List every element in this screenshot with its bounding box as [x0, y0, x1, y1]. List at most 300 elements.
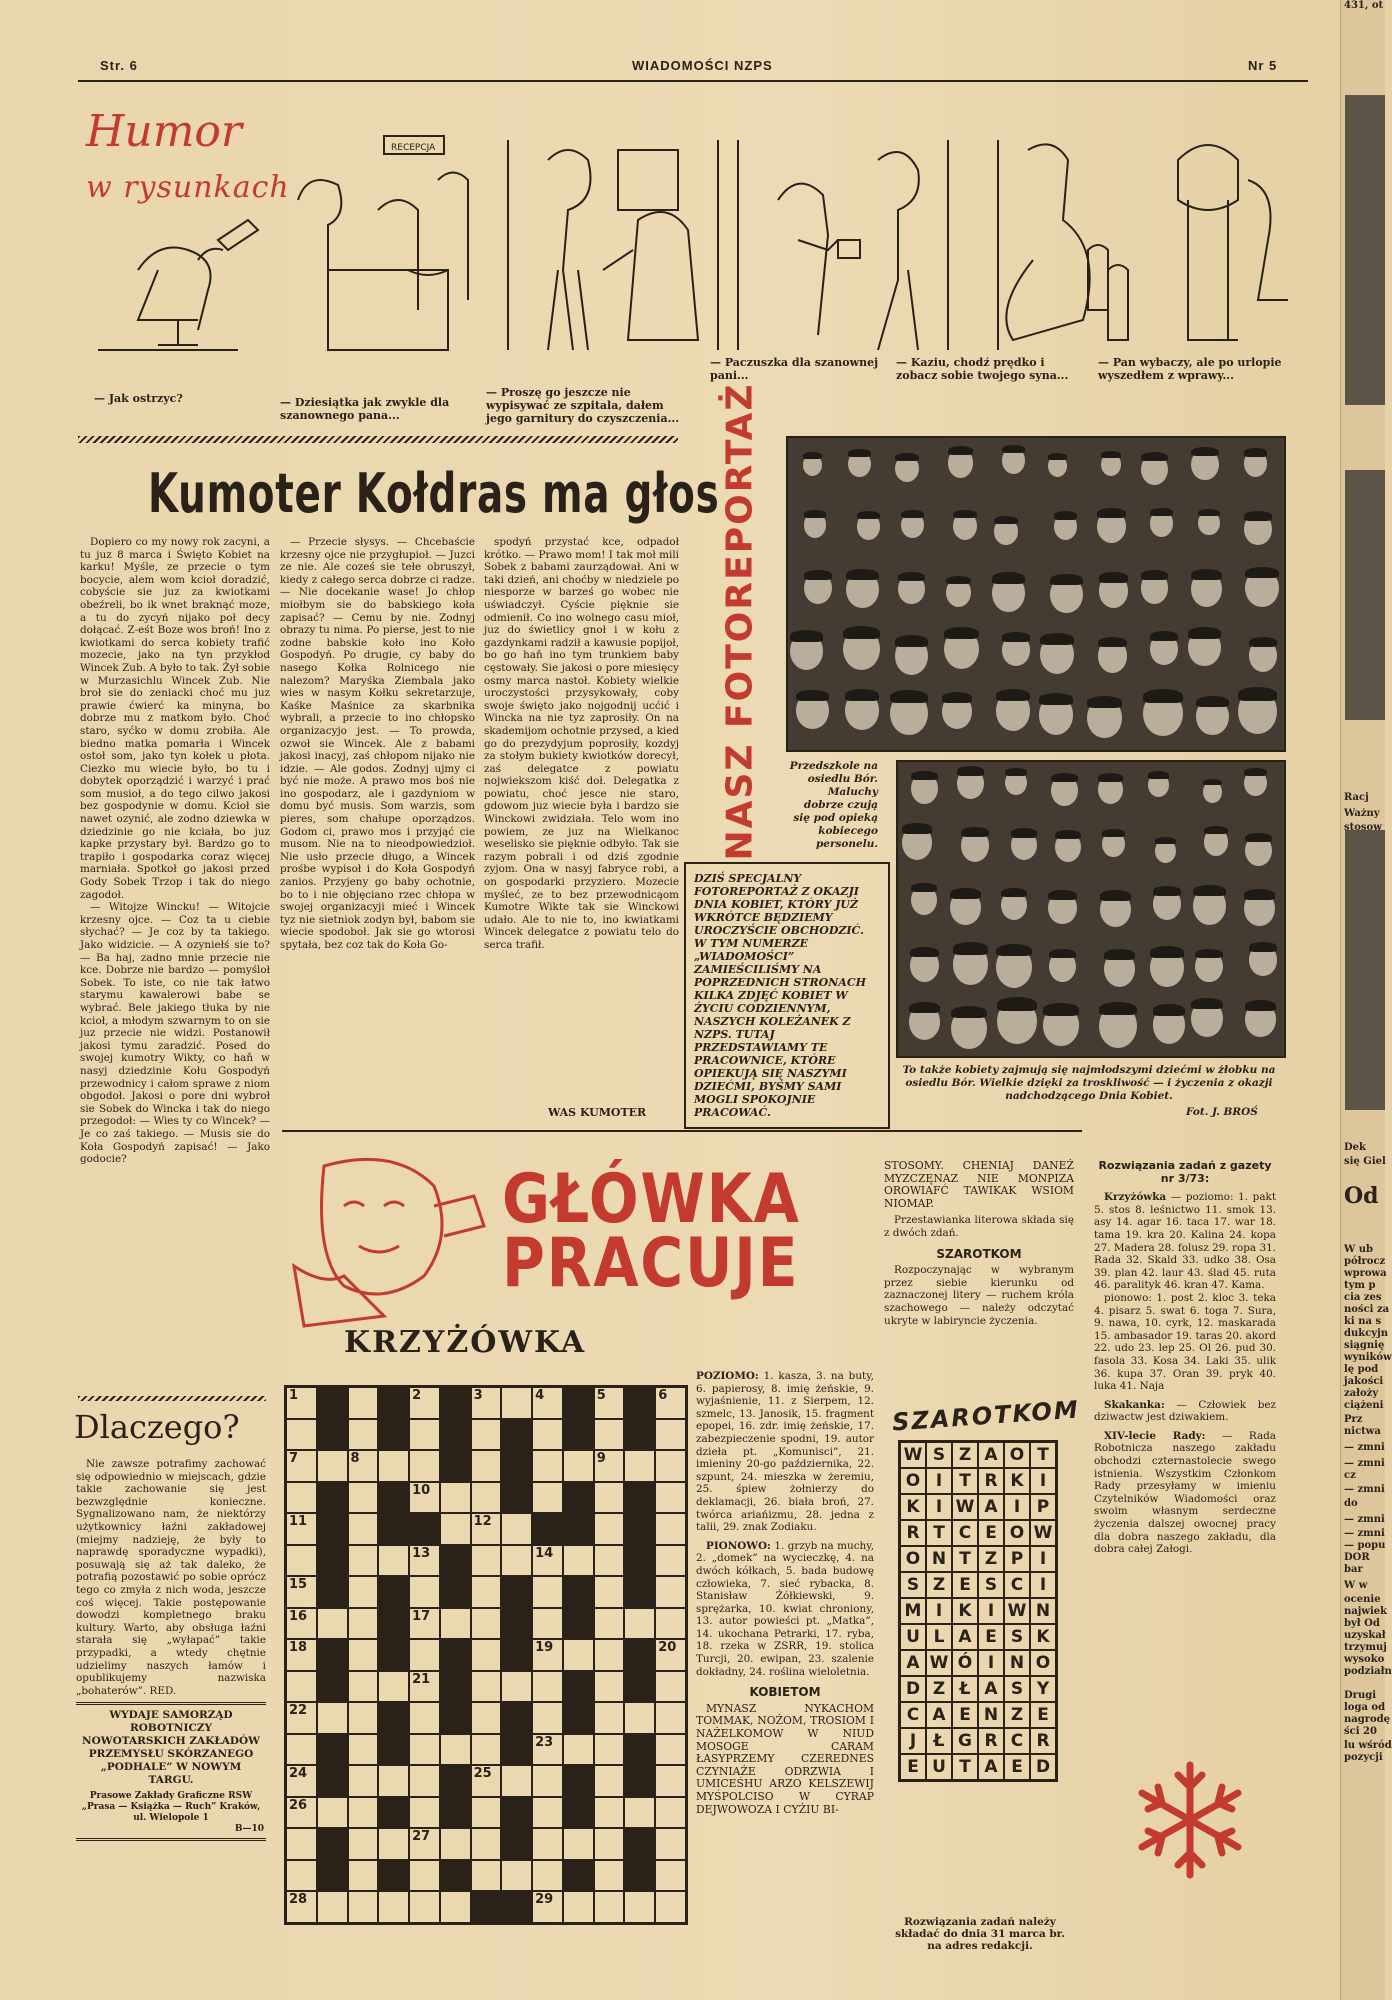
- crossword-cell[interactable]: [594, 1828, 625, 1860]
- photo-figure-hair: [1193, 885, 1226, 896]
- letter-cell[interactable]: T: [952, 1468, 978, 1494]
- crossword-cell[interactable]: [594, 1482, 625, 1514]
- crossword-cell[interactable]: [286, 1545, 317, 1577]
- crossword-cell[interactable]: [409, 1576, 440, 1608]
- crossword-cell[interactable]: [624, 1891, 655, 1923]
- crossword-cell[interactable]: [501, 1765, 532, 1797]
- crossword-cell[interactable]: [286, 1608, 317, 1640]
- crossword-cell[interactable]: [471, 1702, 502, 1734]
- crossword-cell[interactable]: [624, 1450, 655, 1482]
- crossword-cell[interactable]: [286, 1576, 317, 1608]
- photo-figure-hair: [1051, 773, 1078, 782]
- crossword-cell[interactable]: [348, 1671, 379, 1703]
- crossword-cell[interactable]: [563, 1891, 594, 1923]
- humor-title: Humor: [86, 106, 242, 157]
- crossword-cell[interactable]: [286, 1702, 317, 1734]
- photo-figure-hair: [951, 1006, 987, 1019]
- letter-cell[interactable]: A: [978, 1442, 1004, 1468]
- crossword-cell[interactable]: [655, 1828, 686, 1860]
- crossword-cell[interactable]: [471, 1482, 502, 1514]
- crossword-cell[interactable]: [348, 1639, 379, 1671]
- crossword-block: [563, 1419, 594, 1451]
- letter-cell[interactable]: T: [952, 1754, 978, 1780]
- letter-cell[interactable]: A: [978, 1676, 1004, 1702]
- letter-cell[interactable]: K: [952, 1598, 978, 1624]
- crossword-cell[interactable]: [286, 1891, 317, 1923]
- letter-cell[interactable]: U: [926, 1754, 952, 1780]
- crossword-cell[interactable]: [409, 1639, 440, 1671]
- crossword-number: 1: [289, 1388, 299, 1403]
- crossword-block: [532, 1513, 563, 1545]
- crossword-cell[interactable]: [440, 1513, 471, 1545]
- crossword-cell[interactable]: [440, 1891, 471, 1923]
- crossword-number: 5: [596, 1388, 606, 1403]
- crossword-cell[interactable]: [286, 1860, 317, 1892]
- crossword-cell[interactable]: [532, 1482, 563, 1514]
- crossword-cell[interactable]: [655, 1891, 686, 1923]
- crossword-cell[interactable]: [286, 1419, 317, 1451]
- crossword-cell[interactable]: [409, 1671, 440, 1703]
- crossword-cell[interactable]: [594, 1545, 625, 1577]
- crossword-cell[interactable]: [409, 1419, 440, 1451]
- photo-figure-hair: [1204, 826, 1228, 835]
- crossword-cell[interactable]: [348, 1860, 379, 1892]
- crossword-cell[interactable]: [286, 1513, 317, 1545]
- crossword-cell[interactable]: [563, 1545, 594, 1577]
- photo-figure-hair: [1049, 949, 1076, 958]
- letter-cell[interactable]: I: [926, 1598, 952, 1624]
- crossword-cell[interactable]: [471, 1671, 502, 1703]
- photo-figure-hair: [845, 689, 879, 701]
- photo-figure-hair: [953, 942, 988, 954]
- crossword-cell[interactable]: [532, 1797, 563, 1829]
- crossword-cell[interactable]: [471, 1419, 502, 1451]
- letter-cell[interactable]: A: [926, 1702, 952, 1728]
- crossword-cell[interactable]: [286, 1734, 317, 1766]
- crossword-cell[interactable]: [655, 1545, 686, 1577]
- crossword-cell[interactable]: [532, 1450, 563, 1482]
- photo-figure-hair: [1150, 946, 1184, 958]
- letter-cell[interactable]: N: [978, 1702, 1004, 1728]
- crossword-cell[interactable]: [409, 1702, 440, 1734]
- crossword-cell[interactable]: [594, 1671, 625, 1703]
- letter-cell[interactable]: A: [978, 1494, 1004, 1520]
- crossword-cell[interactable]: [594, 1419, 625, 1451]
- crossword-cell[interactable]: [348, 1387, 379, 1419]
- letter-cell[interactable]: K: [1004, 1468, 1030, 1494]
- crossword-cell[interactable]: [563, 1450, 594, 1482]
- photo-figure-hair: [1141, 452, 1169, 462]
- letter-cell[interactable]: Z: [926, 1676, 952, 1702]
- letter-cell[interactable]: Y: [1030, 1676, 1056, 1702]
- photo-figure-hair: [1249, 942, 1277, 952]
- crossword-cell[interactable]: [286, 1639, 317, 1671]
- crossword-cell[interactable]: [378, 1545, 409, 1577]
- crossword-cell[interactable]: [471, 1860, 502, 1892]
- crossword-cell[interactable]: [532, 1891, 563, 1923]
- crossword-cell[interactable]: [594, 1702, 625, 1734]
- adjacent-text-fragment: się Giel: [1344, 1156, 1386, 1167]
- crossword-cell[interactable]: [655, 1797, 686, 1829]
- pionowo-label: PIONOWO:: [706, 1539, 771, 1552]
- crossword-cell[interactable]: [348, 1765, 379, 1797]
- letter-cell[interactable]: S: [1004, 1676, 1030, 1702]
- crossword-cell[interactable]: [655, 1513, 686, 1545]
- letter-cell[interactable]: L: [926, 1624, 952, 1650]
- crossword-cell[interactable]: [409, 1482, 440, 1514]
- crossword-cell[interactable]: [471, 1797, 502, 1829]
- crossword-cell[interactable]: [471, 1608, 502, 1640]
- crossword-cell[interactable]: [624, 1702, 655, 1734]
- letter-cell[interactable]: Z: [952, 1442, 978, 1468]
- crossword-cell[interactable]: [348, 1576, 379, 1608]
- crossword-block: [563, 1797, 594, 1829]
- crossword-cell[interactable]: [655, 1608, 686, 1640]
- letter-cell[interactable]: S: [1004, 1624, 1030, 1650]
- letter-cell[interactable]: E: [900, 1754, 926, 1780]
- letter-cell[interactable]: R: [978, 1468, 1004, 1494]
- crossword-block: [501, 1482, 532, 1514]
- photo-figure-hair: [1150, 508, 1173, 516]
- letter-cell[interactable]: D: [900, 1676, 926, 1702]
- crossword-cell[interactable]: [501, 1387, 532, 1419]
- crossword-cell[interactable]: [409, 1387, 440, 1419]
- crossword-cell[interactable]: [409, 1734, 440, 1766]
- crossword-cell[interactable]: [409, 1797, 440, 1829]
- crossword-cell[interactable]: [594, 1734, 625, 1766]
- crossword-cell[interactable]: [348, 1797, 379, 1829]
- crossword-cell[interactable]: [532, 1702, 563, 1734]
- letter-cell[interactable]: E: [952, 1572, 978, 1598]
- cartoon-hospital: [508, 140, 718, 350]
- masthead-title: WIADOMOŚCI NZPS: [632, 58, 773, 73]
- crossword-number: 19: [535, 1640, 554, 1656]
- photo-figure-hair: [1244, 768, 1267, 776]
- crossword-cell[interactable]: [471, 1545, 502, 1577]
- photo-figure-hair: [1196, 696, 1229, 707]
- crossword-cell[interactable]: [286, 1450, 317, 1482]
- crossword-cell[interactable]: [501, 1545, 532, 1577]
- letter-cell[interactable]: W: [1004, 1598, 1030, 1624]
- crossword-cell[interactable]: [594, 1608, 625, 1640]
- crossword-cell[interactable]: [655, 1450, 686, 1482]
- crossword-cell[interactable]: [594, 1860, 625, 1892]
- letter-cell[interactable]: Z: [926, 1572, 952, 1598]
- crossword-cell[interactable]: [286, 1482, 317, 1514]
- letter-cell[interactable]: C: [900, 1702, 926, 1728]
- crossword-number: 9: [596, 1451, 606, 1467]
- crossword-cell[interactable]: [532, 1608, 563, 1640]
- crossword-cell[interactable]: [532, 1765, 563, 1797]
- letter-cell[interactable]: R: [900, 1520, 926, 1546]
- letter-cell[interactable]: T: [926, 1520, 952, 1546]
- crossword-cell[interactable]: [348, 1545, 379, 1577]
- crossword-cell[interactable]: [655, 1576, 686, 1608]
- letter-cell[interactable]: I: [1030, 1546, 1056, 1572]
- crossword-cell[interactable]: [409, 1765, 440, 1797]
- letter-cell[interactable]: W: [1030, 1520, 1056, 1546]
- letter-cell[interactable]: W: [900, 1442, 926, 1468]
- crossword-number: 2: [412, 1388, 422, 1403]
- crossword-cell[interactable]: [348, 1419, 379, 1451]
- crossword-cell[interactable]: [286, 1797, 317, 1829]
- adjacent-text-fragment: Dek: [1344, 1142, 1366, 1153]
- crossword-cell[interactable]: [471, 1828, 502, 1860]
- crossword-cell[interactable]: [532, 1419, 563, 1451]
- crossword-cell[interactable]: [532, 1734, 563, 1766]
- crossword-cell[interactable]: [655, 1671, 686, 1703]
- letter-cell[interactable]: T: [1030, 1442, 1056, 1468]
- letter-cell[interactable]: N: [1030, 1598, 1056, 1624]
- crossword-cell[interactable]: [594, 1576, 625, 1608]
- caption-dentist: — Pan wybaczy, ale po urlopie wyszedłem z wprawy...: [1098, 356, 1282, 382]
- crossword-cell[interactable]: [624, 1608, 655, 1640]
- crossword-block: [317, 1419, 348, 1451]
- kobietom-heading: KOBIETOM: [749, 1685, 821, 1700]
- solutions-poziomo: — poziomo: 1. pakt 5. stos 8. leśnictwo 11. smok 13. asy 14. agar 16. taca 17. war 18. tama 19. kra 20. Kalina 24. kopa 27. Madera 28. folusz 29. ropa 31. Rada 32. Skald 33. udko 38. Osa 39. plan 42. laur 43. ślad 45. ruta 46. paralityk 46. kran 47. Kama.: [1094, 1191, 1276, 1292]
- crossword-cell[interactable]: [471, 1513, 502, 1545]
- crossword-cell[interactable]: [501, 1671, 532, 1703]
- photo-figure-hair: [942, 692, 972, 703]
- photo-figure-hair: [1188, 627, 1220, 638]
- solutions-skakanka: — Człowiek bez dziwactw jest dziwakiem.: [1094, 1398, 1276, 1424]
- crossword-cell[interactable]: [655, 1860, 686, 1892]
- letter-cell[interactable]: K: [900, 1494, 926, 1520]
- szarotkom-grid[interactable]: [898, 1440, 1058, 1782]
- letter-cell[interactable]: E: [978, 1624, 1004, 1650]
- letter-cell[interactable]: E: [978, 1520, 1004, 1546]
- letter-cell[interactable]: W: [952, 1494, 978, 1520]
- adjacent-text-fragment: dukcyjn: [1344, 1328, 1388, 1339]
- crossword-block: [563, 1576, 594, 1608]
- crossword-cell[interactable]: [286, 1387, 317, 1419]
- crossword-block: [563, 1387, 594, 1419]
- crossword-cell[interactable]: [471, 1734, 502, 1766]
- letter-cell[interactable]: O: [1030, 1650, 1056, 1676]
- crossword-cell[interactable]: [317, 1891, 348, 1923]
- humor-subtitle: w rysunkach: [86, 170, 290, 205]
- letter-cell[interactable]: N: [926, 1546, 952, 1572]
- adjacent-text-fragment: lę pod: [1344, 1364, 1379, 1375]
- crossword-cell[interactable]: [532, 1576, 563, 1608]
- crossword-cell[interactable]: [286, 1828, 317, 1860]
- crossword-cell[interactable]: [624, 1797, 655, 1829]
- letter-cell[interactable]: I: [926, 1468, 952, 1494]
- crossword-cell[interactable]: [471, 1387, 502, 1419]
- photo-figure-hair: [1048, 890, 1076, 900]
- crossword-cell[interactable]: [532, 1545, 563, 1577]
- crossword-cell[interactable]: [655, 1734, 686, 1766]
- crossword-cell[interactable]: [317, 1608, 348, 1640]
- fotoreportaz-box: DZIŚ SPECJALNY FOTOREPORTAŻ Z OKAZJI DNIA KOBIET, KTÓRY JUŻ WKRÓTCE BĘDZIEMY UROCZYŚCIE OBCHODZIĆ. W TYM NUMERZE „WIADOMOŚCI” ZAMIEŚCILIŚMY NA POPRZEDNICH STRONACH KILKA ZDJĘĆ KOBIET W ŻYCIU CODZIENNYM, NASZYCH KOLEŻANEK Z NZPS. TUTAJ PRZEDSTAWIAMY TE PRACOWNICE, KTÓRE OPIEKUJĄ SIĘ NASZYMI DZIEĆMI, BYŚMY SAMI MOGLI SPOKOJNIE PRACOWAĆ.: [684, 862, 890, 1129]
- fotoreportaz-label: NASZ FOTOREPORTAŻ: [719, 382, 761, 861]
- crossword-block: [440, 1576, 471, 1608]
- crossword-block: [378, 1482, 409, 1514]
- letter-cell[interactable]: I: [926, 1494, 952, 1520]
- crossword-cell[interactable]: [440, 1608, 471, 1640]
- letter-cell[interactable]: S: [900, 1572, 926, 1598]
- photo-figure-hair: [1244, 511, 1271, 521]
- crossword-cell[interactable]: [532, 1387, 563, 1419]
- letter-cell[interactable]: M: [900, 1598, 926, 1624]
- letter-cell[interactable]: O: [900, 1468, 926, 1494]
- letter-cell[interactable]: S: [926, 1442, 952, 1468]
- letter-cell[interactable]: G: [952, 1728, 978, 1754]
- crossword-block: [317, 1765, 348, 1797]
- letter-cell[interactable]: E: [1004, 1754, 1030, 1780]
- letter-cell[interactable]: P: [1030, 1494, 1056, 1520]
- crossword-block: [624, 1419, 655, 1451]
- crossword-cell[interactable]: [317, 1450, 348, 1482]
- letter-cell[interactable]: P: [1004, 1546, 1030, 1572]
- crossword-cell[interactable]: [655, 1765, 686, 1797]
- letter-cell[interactable]: I: [1030, 1572, 1056, 1598]
- adjacent-text-fragment: DOR: [1344, 1552, 1370, 1563]
- snowflake-icon: [1130, 1755, 1250, 1885]
- crossword-cell[interactable]: [501, 1513, 532, 1545]
- crossword-cell[interactable]: [409, 1545, 440, 1577]
- crossword-cell[interactable]: [471, 1765, 502, 1797]
- letter-cell[interactable]: A: [952, 1624, 978, 1650]
- crossword-block: [317, 1545, 348, 1577]
- crossword-cell[interactable]: [563, 1734, 594, 1766]
- letter-cell[interactable]: C: [952, 1520, 978, 1546]
- crossword-cell[interactable]: [594, 1387, 625, 1419]
- crossword-cell[interactable]: [563, 1639, 594, 1671]
- letter-cell[interactable]: R: [978, 1728, 1004, 1754]
- letter-cell[interactable]: I: [978, 1598, 1004, 1624]
- letter-cell[interactable]: A: [900, 1650, 926, 1676]
- letter-cell[interactable]: D: [1030, 1754, 1056, 1780]
- crossword-cell[interactable]: [655, 1639, 686, 1671]
- photo-figure-hair: [1099, 572, 1129, 582]
- crossword-cell[interactable]: [655, 1482, 686, 1514]
- crossword-cell[interactable]: [348, 1828, 379, 1860]
- letter-cell[interactable]: Ó: [952, 1650, 978, 1676]
- crossword-cell[interactable]: [440, 1828, 471, 1860]
- crossword-cell[interactable]: [378, 1671, 409, 1703]
- crossword-cell[interactable]: [348, 1608, 379, 1640]
- crossword-cell[interactable]: [594, 1891, 625, 1923]
- letter-cell[interactable]: Z: [1004, 1702, 1030, 1728]
- photo-figure-hair: [843, 626, 880, 639]
- letter-cell[interactable]: J: [900, 1728, 926, 1754]
- letter-cell[interactable]: E: [952, 1702, 978, 1728]
- letter-cell[interactable]: E: [1030, 1702, 1056, 1728]
- crossword-number: 18: [289, 1640, 308, 1656]
- letter-cell[interactable]: O: [900, 1546, 926, 1572]
- crossword-cell[interactable]: [471, 1576, 502, 1608]
- letter-cell[interactable]: Ł: [952, 1676, 978, 1702]
- crossword-cell[interactable]: [286, 1671, 317, 1703]
- crossword-cell[interactable]: [440, 1482, 471, 1514]
- crossword-cell[interactable]: [348, 1734, 379, 1766]
- crossword-cell[interactable]: [317, 1797, 348, 1829]
- crossword-cell[interactable]: [471, 1450, 502, 1482]
- letter-cell[interactable]: C: [1004, 1572, 1030, 1598]
- crossword-block: [563, 1608, 594, 1640]
- crossword-block: [378, 1734, 409, 1766]
- crossword-cell[interactable]: [594, 1797, 625, 1829]
- crossword-cell[interactable]: [317, 1702, 348, 1734]
- letter-cell[interactable]: Ł: [926, 1728, 952, 1754]
- adjacent-text-fragment: Drugi: [1344, 1690, 1377, 1701]
- crossword-cell[interactable]: [655, 1387, 686, 1419]
- kobietom-puzzle: MYNASZ NYKACHOM TOMMAK, NOŻOM, TROSIOM I NAŻELKOMOW W NIUD MOSOGE CARAM ŁASYPRZEMY CZEREDNES CZYNIAŻE ODRZWIA I UMICEŚHU ARZO KELSZEWIJ MYŚPOLCISO W CYRAP DEJWOWOZA I CYŻIU BI-: [696, 1701, 874, 1816]
- letter-cell[interactable]: U: [900, 1624, 926, 1650]
- photo-figure-hair: [1098, 637, 1127, 647]
- kumoter-text-2: — Przecie słysys. — Chcebaście krzesny ojce nie przygłupioł. — Juzci ze nie. Ale coześ sie tełe obruszył, kiedy z całego serca dobrze ci radze. — Nie docekanie wase! Jo chłop miołbym sie do babskiego koła zapisać? — Cemu by nie. Zodnyj obrazy tu nima. Po pierse, jest to nie zodne babskie koło ino Koło Gospodyń. Po drugie, cy baby do nasego Kołka Rolnicego nie nalezom? Maryśka Ziembala jako wies w nasym Kołku sekretarzuje, Kaśke Maśnice za skarbnika wybrali, a przecie to ino chłopsko organizacyjo jest. — To prowda, ozwoł sie Wincek. Ale z babami jakosi inacyj, zaś chłopom nijako nie idzie. — Ale godos. Zodnyj ujmy ci być nie może. A prawo mos boś nie ino gospodarz, ale i gazdyniom w domu być musis. Som warzis, som pieres, som chałupe oporządzos. Godom ci, prawo mos i przyjąć cie musom. Nie na to nieodpowiedzioł. Nie usło przecie długo, a Wincek prośbe wypisoł i do Koła Gospodyń zanios. Przyjeny go baby ochotnie, bo to i nie objęciano rzec chłopa w swojej organizacyji mieć i Wincek tyz nie sietniok zodyn był, babom sie wiecie spodoboł. Jak sie go wtorosi spytała, bez coz tak do Koła Go-: [280, 536, 475, 951]
- crossword-cell[interactable]: [532, 1860, 563, 1892]
- crossword-cell[interactable]: [378, 1765, 409, 1797]
- crossword-cell[interactable]: [471, 1639, 502, 1671]
- letter-cell[interactable]: I: [978, 1650, 1004, 1676]
- crossword-cell[interactable]: [378, 1891, 409, 1923]
- letter-cell[interactable]: A: [978, 1754, 1004, 1780]
- crossword-cell[interactable]: [348, 1482, 379, 1514]
- crossword-cell[interactable]: [348, 1450, 379, 1482]
- crossword-cell[interactable]: [378, 1828, 409, 1860]
- crossword-cell[interactable]: [594, 1450, 625, 1482]
- crossword-cell[interactable]: [563, 1828, 594, 1860]
- letter-cell[interactable]: I: [1030, 1468, 1056, 1494]
- photo-figure-hair: [1191, 569, 1222, 580]
- thinking-head-illustration: [284, 1146, 494, 1326]
- crossword-cell[interactable]: [501, 1860, 532, 1892]
- letter-cell[interactable]: Z: [978, 1546, 1004, 1572]
- crossword-cell[interactable]: [532, 1671, 563, 1703]
- letter-cell[interactable]: O: [1004, 1520, 1030, 1546]
- crossword-cell[interactable]: [532, 1639, 563, 1671]
- crossword-cell[interactable]: [655, 1702, 686, 1734]
- letter-cell[interactable]: I: [1004, 1494, 1030, 1520]
- solutions-heading: Rozwiązania zadań z gazety nr 3/73:: [1098, 1159, 1272, 1185]
- crossword-cell[interactable]: [348, 1513, 379, 1545]
- crossword-cell[interactable]: [655, 1419, 686, 1451]
- crossword-cell[interactable]: [440, 1734, 471, 1766]
- crossword-cell[interactable]: [409, 1891, 440, 1923]
- letter-cell[interactable]: C: [1004, 1728, 1030, 1754]
- crossword-cell[interactable]: [594, 1639, 625, 1671]
- crossword-cell[interactable]: [532, 1828, 563, 1860]
- letter-cell[interactable]: K: [1030, 1624, 1056, 1650]
- crossword-grid[interactable]: [284, 1385, 688, 1925]
- crossword-cell[interactable]: [409, 1828, 440, 1860]
- crossword-cell[interactable]: [286, 1765, 317, 1797]
- crossword-cell[interactable]: [409, 1608, 440, 1640]
- crossword-block: [501, 1891, 532, 1923]
- letter-cell[interactable]: N: [1004, 1650, 1030, 1676]
- adjacent-text-fragment: Od: [1344, 1183, 1379, 1209]
- crossword-cell[interactable]: [378, 1450, 409, 1482]
- crossword-cell[interactable]: [348, 1891, 379, 1923]
- crossword-block: [409, 1513, 440, 1545]
- poziomo-clues: 1. kasza, 3. na buty, 6. papierosy, 8. imię żeńskie, 9. wyjaśnienie, 11. z Sierpem, 12. szmelc, 13. Janosik, 15. fragment epopei, 16. zdr. imię żeńskie, 17. zabezpieczenie spodni, 19. autor dzieła pt. „Komunisci”, 21. imieniny 20-go października, 22. szpunt, 24. mieszka w żeremiu, 25. śpiew żołnierzy do deklamacji, 26. biała broń, 27. twórca ariańizmu, 28. jedna z talii, 29. znak Zodiaku.: [696, 1370, 874, 1534]
- crossword-cell[interactable]: [409, 1450, 440, 1482]
- letter-cell[interactable]: R: [1030, 1728, 1056, 1754]
- crossword-cell[interactable]: [594, 1513, 625, 1545]
- crossword-block: [378, 1576, 409, 1608]
- crossword-cell[interactable]: [409, 1860, 440, 1892]
- photo-figure-hair: [1198, 509, 1219, 517]
- letter-cell[interactable]: S: [978, 1572, 1004, 1598]
- letter-cell[interactable]: W: [926, 1650, 952, 1676]
- crossword-cell[interactable]: [594, 1765, 625, 1797]
- crossword-cell[interactable]: [348, 1702, 379, 1734]
- adjacent-text-fragment: cz: [1344, 1470, 1356, 1481]
- letter-cell[interactable]: T: [952, 1546, 978, 1572]
- letter-cell[interactable]: O: [1004, 1442, 1030, 1468]
